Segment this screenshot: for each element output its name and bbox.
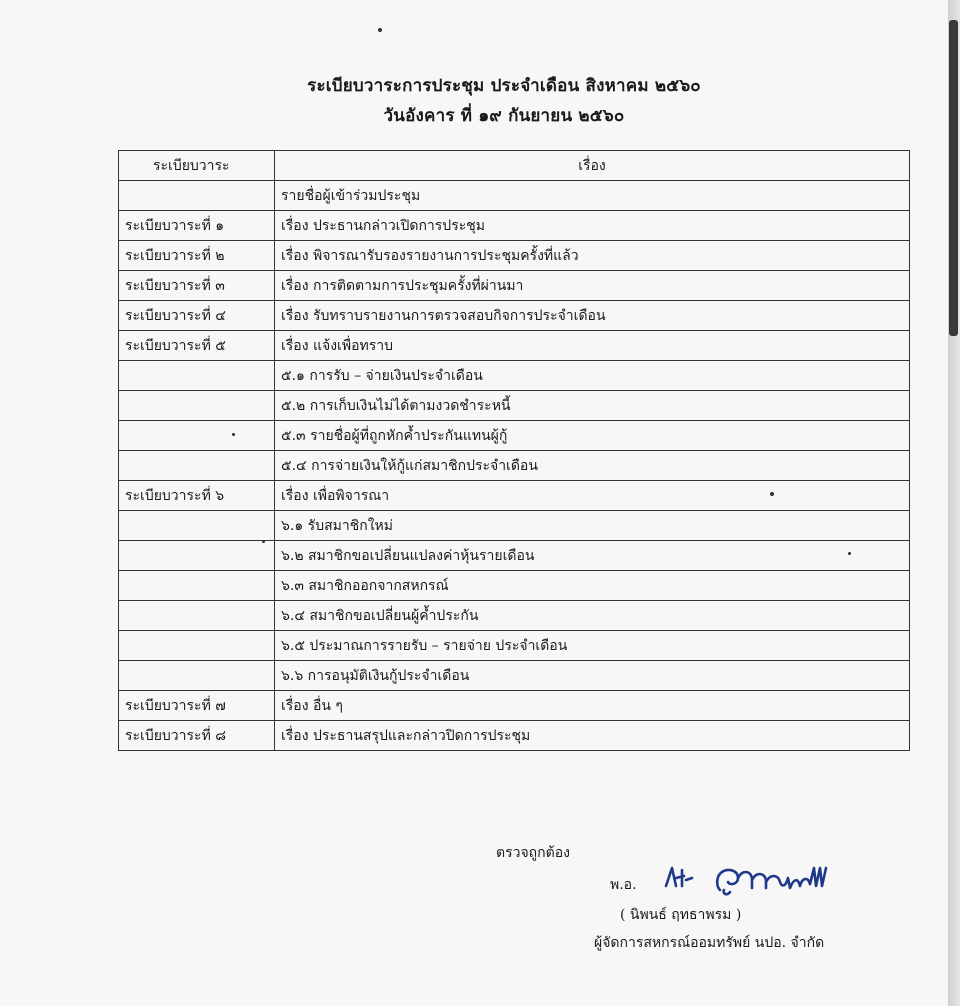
table-row	[119, 301, 910, 331]
topic-cell: ๖.๓ สมาชิกออกจากสหกรณ์	[275, 571, 910, 601]
signer-position: ผู้จัดการสหกรณ์ออมทรัพย์ นปอ. จำกัด	[594, 935, 825, 951]
topic-cell: เรื่อง ประธานกล่าวเปิดการประชุม	[275, 211, 910, 241]
table-row	[119, 211, 910, 241]
topic-cell: เรื่อง ประธานสรุปและกล่าวปิดการประชุม	[275, 721, 910, 751]
agenda-cell	[119, 571, 275, 601]
agenda-cell	[119, 661, 275, 691]
agenda-cell	[119, 181, 275, 211]
topic-cell: ๖.๑ รับสมาชิกใหม่	[275, 511, 910, 541]
agenda-cell: ระเบียบวาระที่ ๑	[119, 211, 275, 241]
signer-name: ( นิพนธ์ ฤทธาพรม )	[620, 907, 742, 923]
agenda-table	[118, 150, 910, 751]
column-header-topic: เรื่อง	[275, 151, 910, 181]
topic-cell: ๕.๒ การเก็บเงินไม่ได้ตามงวดชำระหนี้	[275, 391, 910, 421]
agenda-cell: ระเบียบวาระที่ ๓	[119, 271, 275, 301]
topic-cell: เรื่อง แจ้งเพื่อทราบ	[275, 331, 910, 361]
paper-speck	[262, 540, 265, 543]
topic-cell: ๖.๒ สมาชิกขอเปลี่ยนแปลงค่าหุ้นรายเดือน	[275, 541, 910, 571]
verified-label: ตรวจถูกต้อง	[496, 845, 570, 861]
agenda-cell: ระเบียบวาระที่ ๗	[119, 691, 275, 721]
agenda-cell: ระเบียบวาระที่ ๕	[119, 331, 275, 361]
topic-cell: รายชื่อผู้เข้าร่วมประชุม	[275, 181, 910, 211]
meeting-date: วันอังคาร ที่ ๑๙ กันยายน ๒๕๖๐	[383, 106, 625, 126]
agenda-cell	[119, 631, 275, 661]
table-row	[119, 451, 910, 481]
table-row	[119, 661, 910, 691]
page-edge	[948, 0, 960, 1006]
topic-cell: ๖.๖ การอนุมัติเงินกู้ประจำเดือน	[275, 661, 910, 691]
topic-cell: ๕.๑ การรับ – จ่ายเงินประจำเดือน	[275, 361, 910, 391]
table-row	[119, 241, 910, 271]
table-row	[119, 541, 910, 571]
table-header-row	[119, 151, 910, 181]
table-row	[119, 391, 910, 421]
paper-speck	[770, 492, 774, 496]
table-row	[119, 181, 910, 211]
agenda-cell	[119, 361, 275, 391]
table-row	[119, 481, 910, 511]
agenda-cell: ระเบียบวาระที่ ๒	[119, 241, 275, 271]
agenda-cell	[119, 601, 275, 631]
topic-cell: เรื่อง พิจารณารับรองรายงานการประชุมครั้งที่แล้ว	[275, 241, 910, 271]
document-title: ระเบียบวาระการประชุม ประจำเดือน สิงหาคม ๒๕๖๐	[307, 76, 701, 96]
agenda-cell	[119, 541, 275, 571]
paper-speck	[848, 552, 851, 555]
column-header-agenda: ระเบียบวาระ	[119, 151, 275, 181]
paper-speck	[378, 28, 382, 32]
agenda-cell: ระเบียบวาระที่ ๘	[119, 721, 275, 751]
agenda-cell: ระเบียบวาระที่ ๖	[119, 481, 275, 511]
topic-cell: เรื่อง อื่น ๆ	[275, 691, 910, 721]
table-row	[119, 631, 910, 661]
table-row	[119, 691, 910, 721]
agenda-cell	[119, 421, 275, 451]
table-row	[119, 601, 910, 631]
table-row	[119, 421, 910, 451]
table-row	[119, 361, 910, 391]
topic-cell: ๕.๓ รายชื่อผู้ที่ถูกหักค้ำประกันแทนผู้กู้	[275, 421, 910, 451]
signer-rank: พ.อ.	[610, 877, 637, 893]
topic-cell: ๕.๔ การจ่ายเงินให้กู้แก่สมาชิกประจำเดือน	[275, 451, 910, 481]
table-row	[119, 571, 910, 601]
topic-cell: เรื่อง การติดตามการประชุมครั้งที่ผ่านมา	[275, 271, 910, 301]
agenda-cell	[119, 391, 275, 421]
table-row	[119, 511, 910, 541]
table-row	[119, 331, 910, 361]
agenda-cell: ระเบียบวาระที่ ๔	[119, 301, 275, 331]
handwritten-signature	[658, 856, 858, 900]
topic-cell: เรื่อง รับทราบรายงานการตรวจสอบกิจการประจำเดือน	[275, 301, 910, 331]
paper-speck	[232, 433, 235, 436]
agenda-cell	[119, 511, 275, 541]
topic-cell: เรื่อง เพื่อพิจารณา	[275, 481, 910, 511]
topic-cell: ๖.๕ ประมาณการรายรับ – รายจ่าย ประจำเดือน	[275, 631, 910, 661]
scrollbar	[949, 20, 958, 336]
agenda-cell	[119, 451, 275, 481]
table-row	[119, 721, 910, 751]
topic-cell: ๖.๔ สมาชิกขอเปลี่ยนผู้ค้ำประกัน	[275, 601, 910, 631]
table-row	[119, 271, 910, 301]
